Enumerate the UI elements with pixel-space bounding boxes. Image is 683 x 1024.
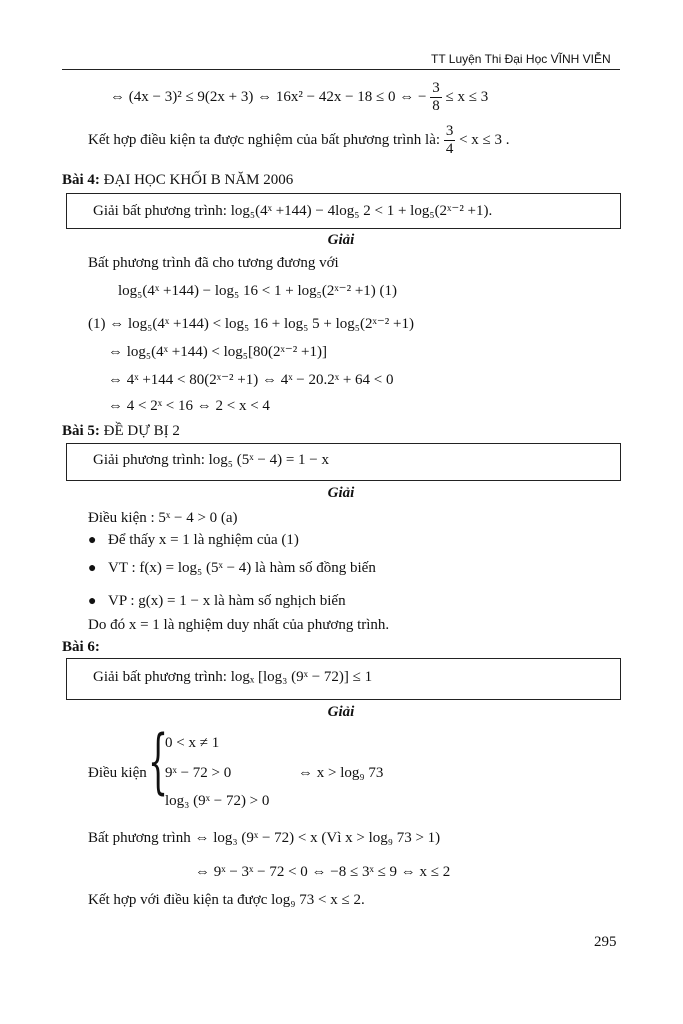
- bullet-icon: ●: [88, 594, 97, 609]
- bai6-condition-3: log₃ (9ˣ − 72) > 0: [165, 793, 270, 809]
- bai6-inequality-2: ⇔ 9ˣ − 3ˣ − 72 < 0 ⇔ −8 ≤ 3ˣ ≤ 9 ⇔ x ≤ 2: [195, 864, 451, 880]
- bai4-line-3: (1) ⇔ log₅(4ˣ +144) < log₅ 16 + log₅ 5 + log₅(2ˣ⁻² +1): [88, 316, 414, 332]
- fraction-3-4: [444, 124, 456, 157]
- bai4-line-1: Bất phương trình đã cho tương đương với: [88, 255, 339, 271]
- fraction-numerator: 3: [432, 80, 440, 96]
- top-line-2-right: < x ≤ 3 .: [459, 131, 510, 148]
- bai6-condition-2: 9ˣ − 72 > 0: [165, 765, 232, 781]
- page-number: 295: [594, 934, 617, 950]
- bai4-giai-heading: Giải: [327, 232, 355, 248]
- bullet-icon: ●: [88, 561, 97, 576]
- bai5-label: Bài 5:: [62, 423, 100, 439]
- bai4-subtitle: ĐẠI HỌC KHỐI B NĂM 2006: [103, 172, 294, 188]
- bai4-title: [62, 172, 293, 189]
- bai5-subtitle: ĐỀ DỰ BỊ 2: [103, 423, 180, 439]
- bai5-bullet-2: VT : f(x) = log₅ (5ˣ − 4) là hàm số đồng biến: [108, 560, 376, 576]
- bai5-problem: Giải phương trình: log₅ (5ˣ − 4) = 1 − x: [93, 452, 329, 468]
- bai5-conclusion: Do đó x = 1 là nghiệm duy nhất của phương trình.: [88, 617, 390, 633]
- bai6-final: Kết hợp với điều kiện ta được log₉ 73 < x ≤ 2.: [88, 892, 365, 908]
- bai4-problem: Giải bất phương trình: log₅(4ˣ +144) − 4log₅ 2 < 1 + log₅(2ˣ⁻² +1).: [93, 203, 493, 219]
- header-rule: [62, 69, 620, 70]
- bai4-line-4: ⇔ log₅(4ˣ +144) < log₅[80(2ˣ⁻² +1)]: [108, 344, 327, 360]
- bai6-inequality: Bất phương trình ⇔ log₃ (9ˣ − 72) < x (Vì x > log₉ 73 > 1): [88, 830, 441, 846]
- bai4-label: Bài 4:: [62, 172, 100, 188]
- bai4-line-2: log₅(4ˣ +144) − log₅ 16 < 1 + log₅(2ˣ⁻² +1) (1): [118, 283, 398, 299]
- top-line-1-left: ⇔ (4x − 3)² ≤ 9(2x + 3) ⇔ 16x² − 42x − 18 ≤ 0 ⇔ −: [110, 88, 427, 105]
- top-line-2: [88, 124, 510, 157]
- bai6-condition-1: 0 < x ≠ 1: [165, 735, 220, 751]
- fraction-denominator: 8: [432, 98, 440, 114]
- left-brace-icon: {: [148, 720, 169, 802]
- fraction-numerator: 3: [445, 123, 454, 139]
- bai6-condition-label: Điều kiện: [88, 765, 147, 781]
- bai4-line-5: ⇔ 4ˣ +144 < 80(2ˣ⁻² +1) ⇔ 4ˣ − 20.2ˣ + 64 < 0: [108, 372, 394, 388]
- top-line-2-left: Kết hợp điều kiện ta được nghiệm của bất phương trình là:: [88, 131, 441, 148]
- bai5-giai-heading: Giải: [327, 485, 355, 501]
- top-line-1: [110, 81, 488, 114]
- bai5-condition: Điều kiện : 5ˣ − 4 > 0 (a): [88, 510, 238, 526]
- bai5-bullet-3: VP : g(x) = 1 − x là hàm số nghịch biến: [108, 593, 346, 609]
- bullet-icon: ●: [88, 533, 97, 548]
- bai6-label: Bài 6:: [62, 639, 100, 655]
- top-line-1-right: ≤ x ≤ 3: [445, 88, 489, 105]
- fraction-3-8: [430, 81, 442, 114]
- bai6-condition-result: ⇔ x > log₉ 73: [298, 765, 384, 781]
- fraction-denominator: 4: [445, 141, 454, 157]
- header-title: TT Luyện Thi Đại Học VĨNH VIỄN: [431, 52, 611, 66]
- bai6-giai-heading: Giải: [327, 704, 355, 720]
- bai5-title: [62, 423, 180, 440]
- bai4-line-6: ⇔ 4 < 2ˣ < 16 ⇔ 2 < x < 4: [108, 398, 270, 414]
- bai5-bullet-1: Để thấy x = 1 là nghiệm của (1): [108, 532, 299, 548]
- bai6-problem: Giải bất phương trình: logₓ [log₃ (9ˣ − 72)] ≤ 1: [93, 669, 373, 685]
